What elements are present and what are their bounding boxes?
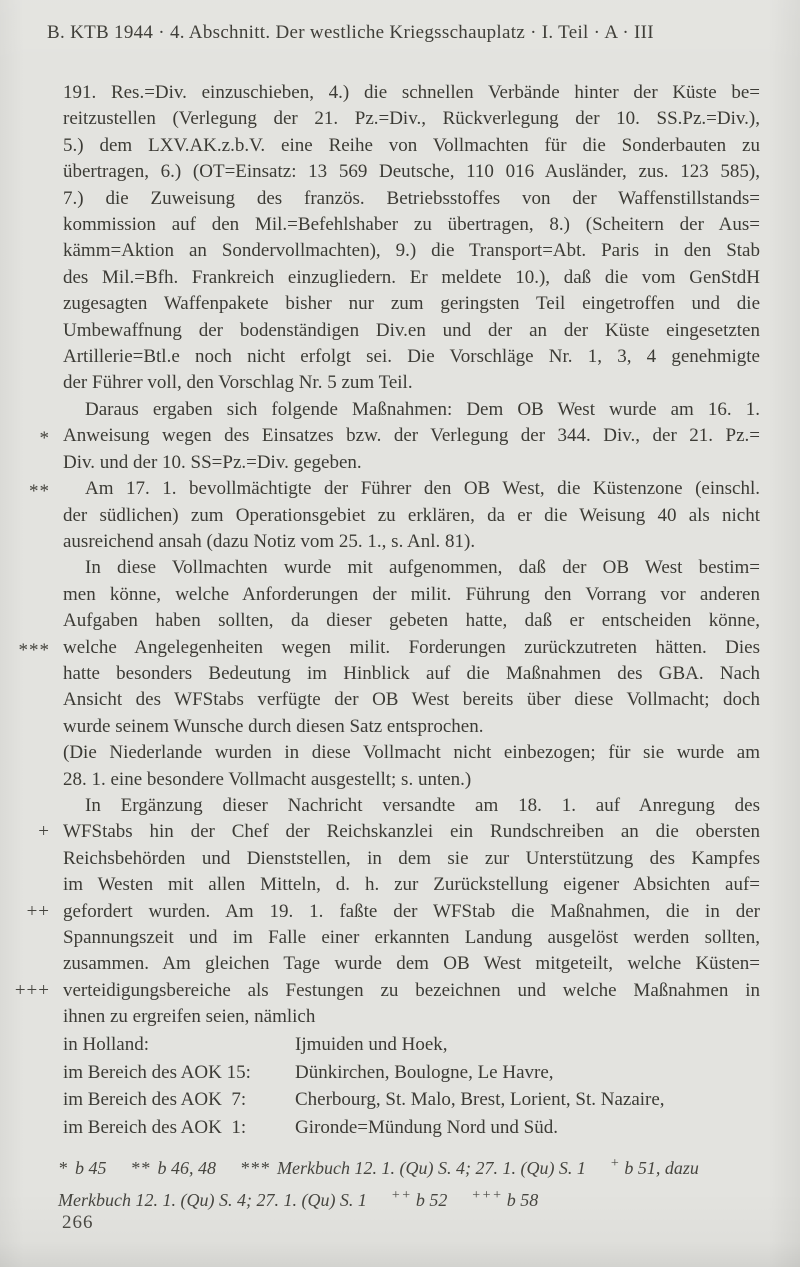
margin-spacer [0, 397, 63, 423]
running-header: B. KTB 1944 · 4. Abschnitt. Der westliche Kriegsschauplatz · I. Teil · A · III [47, 22, 654, 43]
footnote-marker: * [58, 1158, 68, 1178]
margin-spacer [0, 159, 63, 185]
footnotes [58, 1150, 760, 1214]
body-line-text: des Mil.=Bfh. Frankreich einzugliedern. Er meldete 10.), daß die vom GenStdH [63, 266, 760, 288]
body-line-text: Spannungszeit und im Falle einer erkannten Landung ausgelöst werden sollten, [63, 927, 760, 948]
body-line-text: zugesagten Waffenpakete bisher nur zum geringsten Teil eingetroffen und die [63, 293, 760, 315]
margin-marker: *** [18, 639, 50, 661]
body-line [0, 344, 760, 370]
body-line-text: kämm=Aktion an Sondervollmachten), 9.) die Transport=Abt. Paris in den Stab [63, 240, 760, 262]
footnote-text: b 58 [506, 1190, 539, 1210]
deployment-fortresses: Gironde=Mündung Nord und Süd. [295, 1116, 558, 1138]
deployment-fortresses: Dünkirchen, Boulogne, Le Havre, [295, 1061, 554, 1083]
deployment-area-label: in Holland: [63, 1034, 150, 1055]
body-line [0, 1004, 760, 1030]
margin-spacer [0, 291, 63, 317]
margin-spacer [0, 608, 63, 634]
body-line-text: wurde seinem Wunsche durch diesen Satz entsprochen. [63, 715, 484, 737]
body-line [0, 608, 760, 634]
body-line-text: gefordert wurden. Am 19. 1. faßte der WFStab die Maßnahmen, die in der [63, 900, 760, 922]
deployment-area-label: im Bereich des AOK 1: [63, 1116, 247, 1138]
margin-spacer [0, 212, 63, 238]
body-line [0, 951, 760, 977]
body-line-text: Umbewaffnung der bodenständigen Div.en und der an der Küste eingesetzten [63, 319, 760, 341]
footnote-marker: ** [130, 1158, 151, 1178]
body-line [0, 740, 760, 766]
margin-marker: ** [29, 481, 50, 503]
footnote-text: b 51, dazu [624, 1158, 699, 1178]
body-line-text: Daraus ergaben sich folgende Maßnahmen: Dem OB West wurde am 16. 1. [85, 398, 760, 420]
margin-spacer [0, 1059, 63, 1087]
margin-spacer [0, 370, 63, 396]
deployment-fortresses: Ijmuiden und Hoek, [295, 1034, 448, 1055]
body-line [0, 555, 760, 581]
body-line [0, 133, 760, 159]
footnote-entry [240, 1158, 586, 1178]
margin-spacer [0, 555, 63, 581]
body-line-text: 191. Res.=Div. einzuschieben, 4.) die schnellen Verbände hinter der Küste be= [63, 82, 760, 103]
body-line [0, 687, 760, 713]
body-line [0, 846, 760, 872]
body-line [0, 212, 760, 238]
body-line-text: 7.) die Zuweisung des französ. Betriebsstoffes von der Waffenstillstands= [63, 187, 760, 209]
margin-spacer [0, 318, 63, 344]
footnote-line [58, 1150, 760, 1182]
footnote-entry [391, 1190, 447, 1210]
page-number: 266 [62, 1212, 94, 1233]
body-line-text: Reichsbehörden und Dienststellen, in dem sie zur Unterstützung des Kampfes [63, 847, 760, 869]
body-line [0, 318, 760, 344]
body-line [0, 106, 760, 132]
margin-marker: ++ [26, 900, 50, 922]
body-line [0, 582, 760, 608]
deployment-fortresses: Cherbourg, St. Malo, Brest, Lorient, St. Nazaire, [295, 1089, 665, 1110]
footnote-entry [471, 1190, 538, 1210]
footnote-marker: + [609, 1156, 621, 1171]
margin-marker: +++ [14, 979, 50, 1001]
deployment-area-label: im Bereich des AOK 15: [63, 1061, 251, 1083]
body-line-text: verteidigungsbereiche als Festungen zu bezeichnen und welche Maßnahmen in [63, 979, 760, 1001]
body-line [0, 793, 760, 819]
margin-marker: + [38, 821, 50, 843]
body-line [0, 635, 760, 661]
body-text [0, 80, 760, 1031]
margin-spacer [0, 238, 63, 264]
body-line [0, 423, 760, 449]
body-line [0, 450, 760, 476]
margin-spacer [0, 846, 63, 872]
footnote-entry [610, 1158, 699, 1178]
deployment-area-label: im Bereich des AOK 7: [63, 1089, 247, 1110]
footnote-entry [58, 1190, 367, 1210]
footnote-marker: ++ [390, 1188, 412, 1203]
footnote-text: b 46, 48 [157, 1158, 216, 1178]
footnote-text: b 52 [415, 1190, 448, 1210]
body-line [0, 503, 760, 529]
body-line-text: (Die Niederlande wurden in diese Vollmacht nicht einbezogen; für sie wurde am [63, 742, 760, 764]
margin-spacer [0, 1114, 63, 1142]
margin-spacer [0, 1086, 63, 1114]
body-line [0, 159, 760, 185]
margin-spacer [0, 714, 63, 740]
body-line [0, 899, 760, 925]
body-line [0, 80, 760, 106]
deployment-row [0, 1114, 760, 1142]
body-line-text: Aufgaben haben sollten, da dieser gebeten hatte, daß er entscheiden könne, [63, 610, 760, 632]
body-line-text: In Ergänzung dieser Nachricht versandte am 18. 1. auf Anregung des [85, 794, 760, 816]
body-line [0, 661, 760, 687]
margin-spacer [0, 503, 63, 529]
margin-spacer [0, 1031, 63, 1059]
body-line-text: men könne, welche Anforderungen der milit. Führung den Vorrang vor anderen [63, 583, 760, 605]
body-line-text: im Westen mit allen Mitteln, d. h. zur Zurückstellung eigener Absichten auf= [63, 874, 760, 896]
body-line [0, 370, 760, 396]
body-line-text: übertragen, 6.) (OT=Einsatz: 13 569 Deutsche, 110 016 Ausländer, zus. 123 585), [63, 161, 760, 183]
margin-spacer [0, 106, 63, 132]
body-line-text: zusammen. Am gleichen Tage wurde dem OB West mitgeteilt, welche Küsten= [63, 953, 760, 975]
body-line [0, 767, 760, 793]
body-line-text: welche Angelegenheiten wegen milit. Forderungen zurückzutreten hätten. Dies [63, 636, 760, 658]
body-line [0, 978, 760, 1004]
body-line-text: 28. 1. eine besondere Vollmacht ausgestellt; s. unten.) [63, 768, 472, 790]
margin-spacer [0, 80, 63, 106]
margin-marker: * [39, 428, 50, 450]
body-line [0, 529, 760, 555]
body-line [0, 265, 760, 291]
margin-spacer [0, 582, 63, 608]
footnote-entry [131, 1158, 217, 1178]
body-line-text: Anweisung wegen des Einsatzes bzw. der Verlegung der 344. Div., der 21. Pz.= [63, 425, 760, 447]
margin-spacer [0, 872, 63, 898]
body-line-text: hatte besonders Bedeutung im Hinblick auf die Maßnahmen des GBA. Nach [63, 662, 760, 684]
body-line-text: WFStabs hin der Chef der Reichskanzlei ein Rundschreiben an die obersten [63, 821, 760, 843]
margin-spacer [0, 793, 63, 819]
body-line-text: Ansicht des WFStabs verfügte der OB West bereits über diese Vollmacht; doch [63, 689, 760, 711]
body-line [0, 925, 760, 951]
margin-spacer [0, 687, 63, 713]
body-line [0, 186, 760, 212]
footnote-marker: *** [240, 1158, 270, 1178]
deployment-list [0, 1031, 760, 1141]
body-line-text: Div. und der 10. SS=Pz.=Div. gegeben. [63, 451, 362, 473]
body-line-text: der südlichen) zum Operationsgebiet zu erklären, da er die Weisung 40 als nicht [63, 504, 760, 526]
body-line [0, 819, 760, 845]
deployment-row [0, 1031, 760, 1059]
margin-spacer [0, 661, 63, 687]
body-line-text: der Führer voll, den Vorschlag Nr. 5 zum Teil. [63, 372, 413, 394]
body-line [0, 238, 760, 264]
body-line-text: kommission auf den Mil.=Befehlshaber zu übertragen, 8.) (Scheitern der Aus= [63, 214, 760, 236]
margin-spacer [0, 344, 63, 370]
margin-spacer [0, 767, 63, 793]
body-line-text: 5.) dem LXV.AK.z.b.V. eine Reihe von Vollmachten für die Sonderbauten zu [63, 134, 760, 156]
body-line [0, 397, 760, 423]
body-line [0, 476, 760, 502]
margin-spacer [0, 186, 63, 212]
deployment-row [0, 1059, 760, 1087]
footnote-text: Merkbuch 12. 1. (Qu) S. 4; 27. 1. (Qu) S. 1 [277, 1158, 586, 1178]
footnote-entry [58, 1158, 107, 1178]
margin-spacer [0, 1004, 63, 1030]
body-line-text: reitzustellen (Verlegung der 21. Pz.=Div., Rückverlegung der 10. SS.Pz.=Div.), [63, 108, 760, 130]
body-line-text: ausreichend ansah (dazu Notiz vom 25. 1., s. Anl. 81). [63, 530, 476, 552]
margin-spacer [0, 450, 63, 476]
footnote-text: b 45 [75, 1158, 107, 1178]
body-line [0, 714, 760, 740]
body-line [0, 291, 760, 317]
body-line-text: Artillerie=Btl.e noch nicht erfolgt sei. Die Vorschläge Nr. 1, 3, 4 genehmigte [63, 346, 760, 368]
deployment-row [0, 1086, 760, 1114]
body-line-text: ihnen zu ergreifen seien, nämlich [63, 1006, 316, 1028]
body-line-text: In diese Vollmachten wurde mit aufgenommen, daß der OB West bestim= [85, 557, 760, 579]
footnote-text: Merkbuch 12. 1. (Qu) S. 4; 27. 1. (Qu) S. 1 [58, 1190, 367, 1210]
footnote-line [58, 1182, 760, 1214]
margin-spacer [0, 740, 63, 766]
body-line-text: Am 17. 1. bevollmächtigte der Führer den OB West, die Küstenzone (einschl. [85, 478, 760, 500]
margin-spacer [0, 925, 63, 951]
margin-spacer [0, 529, 63, 555]
body-line [0, 872, 760, 898]
footnote-marker: +++ [471, 1188, 503, 1203]
margin-spacer [0, 133, 63, 159]
margin-spacer [0, 265, 63, 291]
margin-spacer [0, 951, 63, 977]
